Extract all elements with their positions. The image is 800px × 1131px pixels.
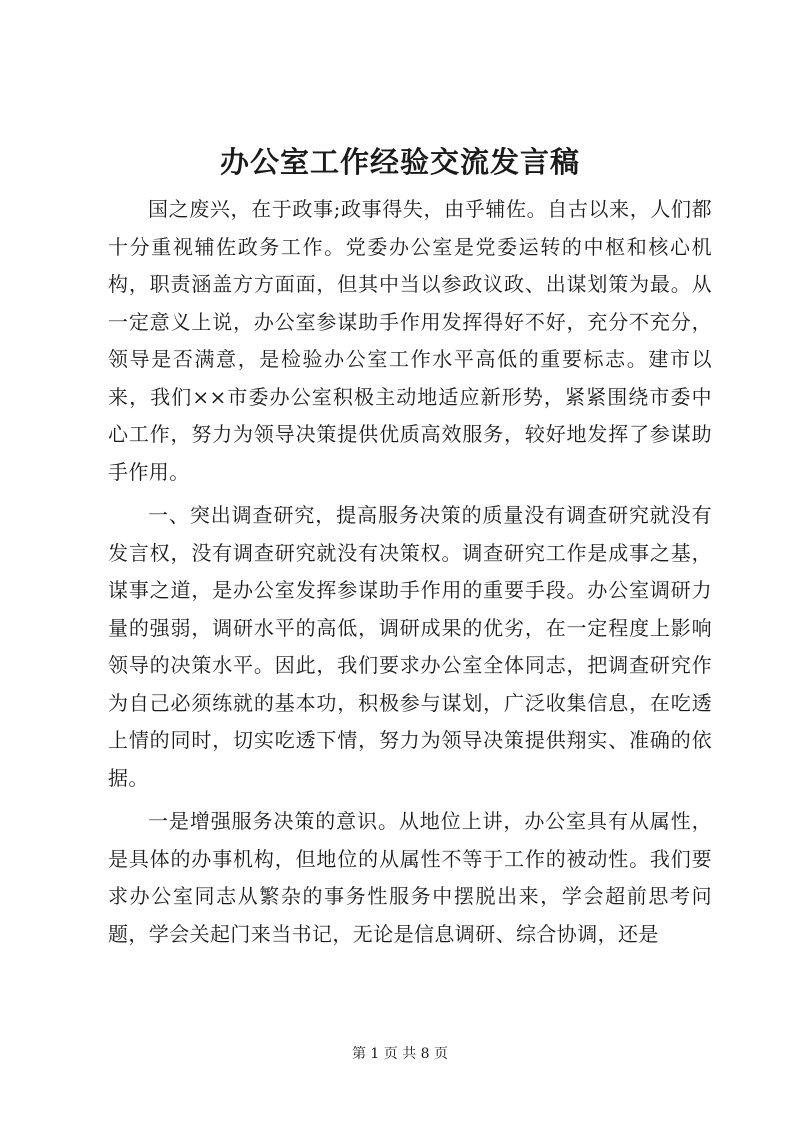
paragraph-point-one: 一是增强服务决策的意识。从地位上讲，办公室具有从属性，是具体的办事机构，但地位的从属性不等于工作的被动性。我们要求办公室同志从繁杂的事务性服务中摆脱出来，学会超前思考问题，学会关起门来当书记，无论是信息调研、综合协调，还是 [108, 809, 712, 946]
paragraph-intro: 国之废兴，在于政事;政事得失，由乎辅佐。自古以来，人们都十分重视辅佐政务工作。党委办公室是党委运转的中枢和核心机构，职责涵盖方方面面，但其中当以参政议政、出谋划策为最。从一定意义上说，办公室参谋助手作用发挥得好不好，充分不充分，领导是否满意，是检验办公室工作水平高低的重要标志。建市以来，我们××市委办公室积极主动地适应新形势，紧紧围绕市委中心工作，努力为领导决策提供优质高效服务，较好地发挥了参谋助手作用。 [108, 197, 712, 484]
document-title: 办公室工作经验交流发言稿 [219, 145, 580, 179]
page-footer: 第 1 页 共 8 页 [351, 1046, 449, 1062]
document-body [108, 191, 712, 959]
paragraph-section-one: 一、突出调查研究，提高服务决策的质量没有调查研究就没有发言权，没有调查研究就没有决策权。调查研究工作是成事之基，谋事之道，是办公室发挥参谋助手作用的重要手段。办公室调研力量的强弱，调研水平的高低，调研成果的优劣，在一定程度上影响领导的决策水平。因此，我们要求办公室全体同志，把调查研究作为自己必须练就的基本功，积极参与谋划，广泛收集信息，在吃透上情的同时，切实吃透下情，努力为领导决策提供翔实、准确的依据。 [108, 503, 712, 790]
